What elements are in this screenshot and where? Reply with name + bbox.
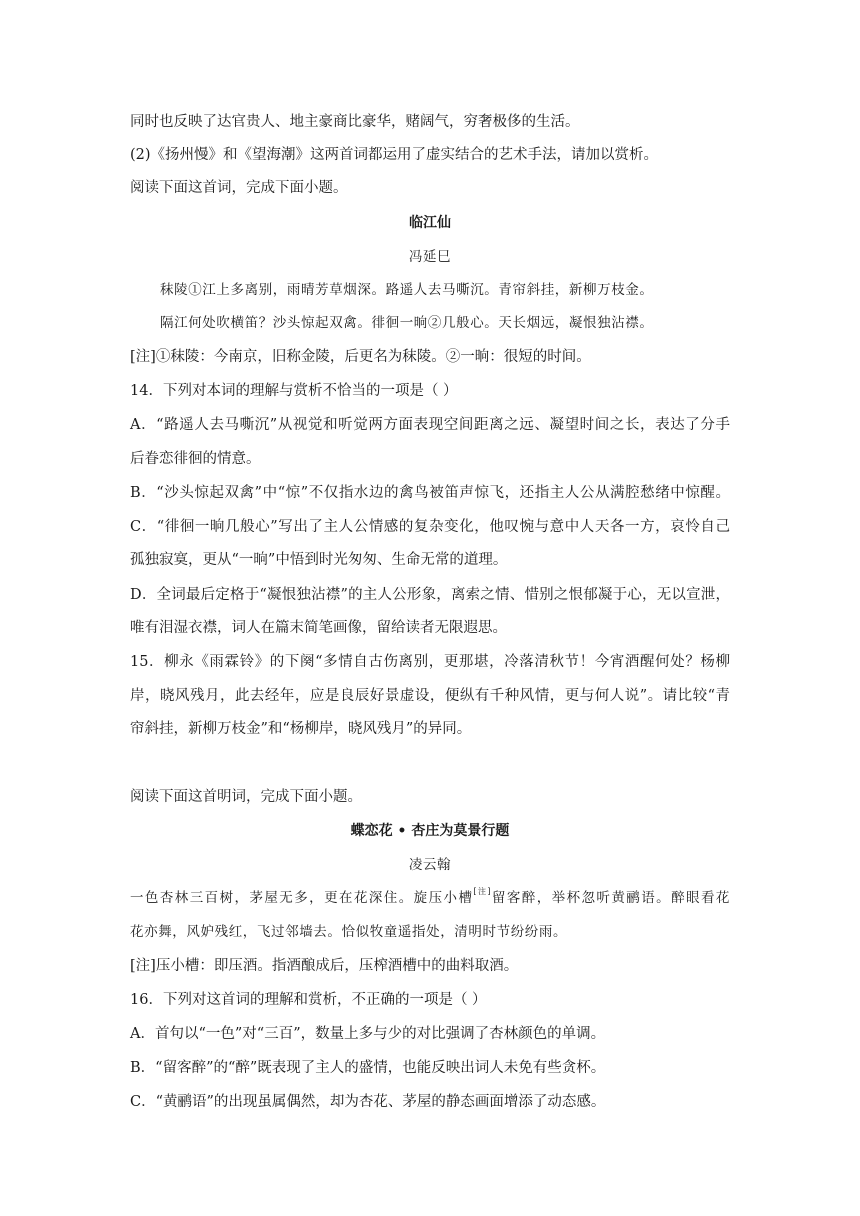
poem-title: 蝶恋花 • 杏庄为莫景行题 <box>350 823 510 839</box>
option-a-cont: 后眷恋徘徊的情意。 <box>130 451 261 467</box>
poem-author: 冯延巳 <box>408 249 452 265</box>
reading-instruction: 阅读下面这首明词，完成下面小题。 <box>130 789 362 805</box>
poem-title: 临江仙 <box>409 215 451 231</box>
option-d-cont: 唯有泪湿衣襟，词人在篇末简笔画像，留给读者无限遐思。 <box>130 620 507 636</box>
option-b: B．“沙头惊起双禽”中“惊”不仅指水边的禽鸟被笛声惊飞，还指主人公从满腔愁绪中惊醒。 <box>130 485 730 501</box>
footnote-mark: [注] <box>473 887 492 896</box>
question-2-text: (2)《扬州慢》和《望海潮》这两首词都运用了虚实结合的艺术手法，请加以赏析。 <box>130 147 659 163</box>
question-16: 16．下列对这首词的理解和赏析，不正确的一项是（ ） <box>130 992 487 1008</box>
option-c: C．“徘徊一晌几般心”写出了主人公情感的复杂变化，他叹惋与意中人天各一方，哀怜自己 <box>130 519 730 535</box>
poem-line: 隔江何处吹横笛？沙头惊起双禽。徘徊一晌②几般心。天长烟远，凝恨独沾襟。 <box>160 315 654 331</box>
poem-line: 秣陵①江上多离别，雨晴芳草烟深。路遥人去马嘶沉。青帘斜挂，新柳万枝金。 <box>160 282 654 298</box>
option-b: B．“留客醉”的“醉”既表现了主人的盛情，也能反映出词人未免有些贪杯。 <box>130 1060 606 1076</box>
poem-line <box>130 888 730 908</box>
question-15-cont: 岸，晓风残月，此去经年，应是良辰好景虚设，便纵有千种风情，更与何人说”。请比较“青 <box>130 688 730 704</box>
option-a: A．首句以“一色”对“三百”，数量上多与少的对比强调了杏林颜色的单调。 <box>130 1026 606 1042</box>
poem-text: 一色杏林三百树，茅屋无多，更在花深住。旋压小槽 <box>130 890 474 906</box>
reading-instruction: 阅读下面这首词，完成下面小题。 <box>130 180 348 196</box>
poem-line: 花亦舞，风妒残红，飞过邻墙去。恰似牧童遥指处，清明时节纷纷雨。 <box>130 924 568 940</box>
poem-text: 留客醉，举杯忽听黄鹂语。醉眼看花 <box>491 890 730 906</box>
question-14: 14．下列对本词的理解与赏析不恰当的一项是（ ） <box>130 383 458 399</box>
text-line: 同时也反映了达官贵人、地主豪商比豪华，赌阔气，穷奢极侈的生活。 <box>130 114 580 130</box>
option-a: A．“路遥人去马嘶沉”从视觉和听觉两方面表现空间距离之远、凝望时间之长，表达了分手 <box>130 417 730 433</box>
poem-author: 凌云翰 <box>408 857 452 873</box>
option-d: D．全词最后定格于“凝恨独沾襟”的主人公形象，离索之情、惜别之恨郁凝于心，无以宣泄， <box>130 587 730 603</box>
question-15: 15．柳永《雨霖铃》的下阕“多情自古伤离别，更那堪，冷落清秋节！今宵酒醒何处？杨柳 <box>130 654 730 670</box>
option-c-cont: 孤独寂寞，更从“一晌”中悟到时光匆匆、生命无常的道理。 <box>130 552 508 568</box>
footnote: [注]①秣陵：今南京，旧称金陵，后更名为秣陵。②一晌：很短的时间。 <box>130 349 591 365</box>
question-15-cont: 帘斜挂，新柳万枝金”和“杨柳岸，晓风残月”的异同。 <box>130 721 472 737</box>
option-c: C．“黄鹂语”的出现虽属偶然，却为杏花、茅屋的静态画面增添了动态感。 <box>130 1094 606 1110</box>
footnote: [注]压小槽：即压酒。指酒酿成后，压榨酒槽中的曲料取酒。 <box>130 958 519 974</box>
